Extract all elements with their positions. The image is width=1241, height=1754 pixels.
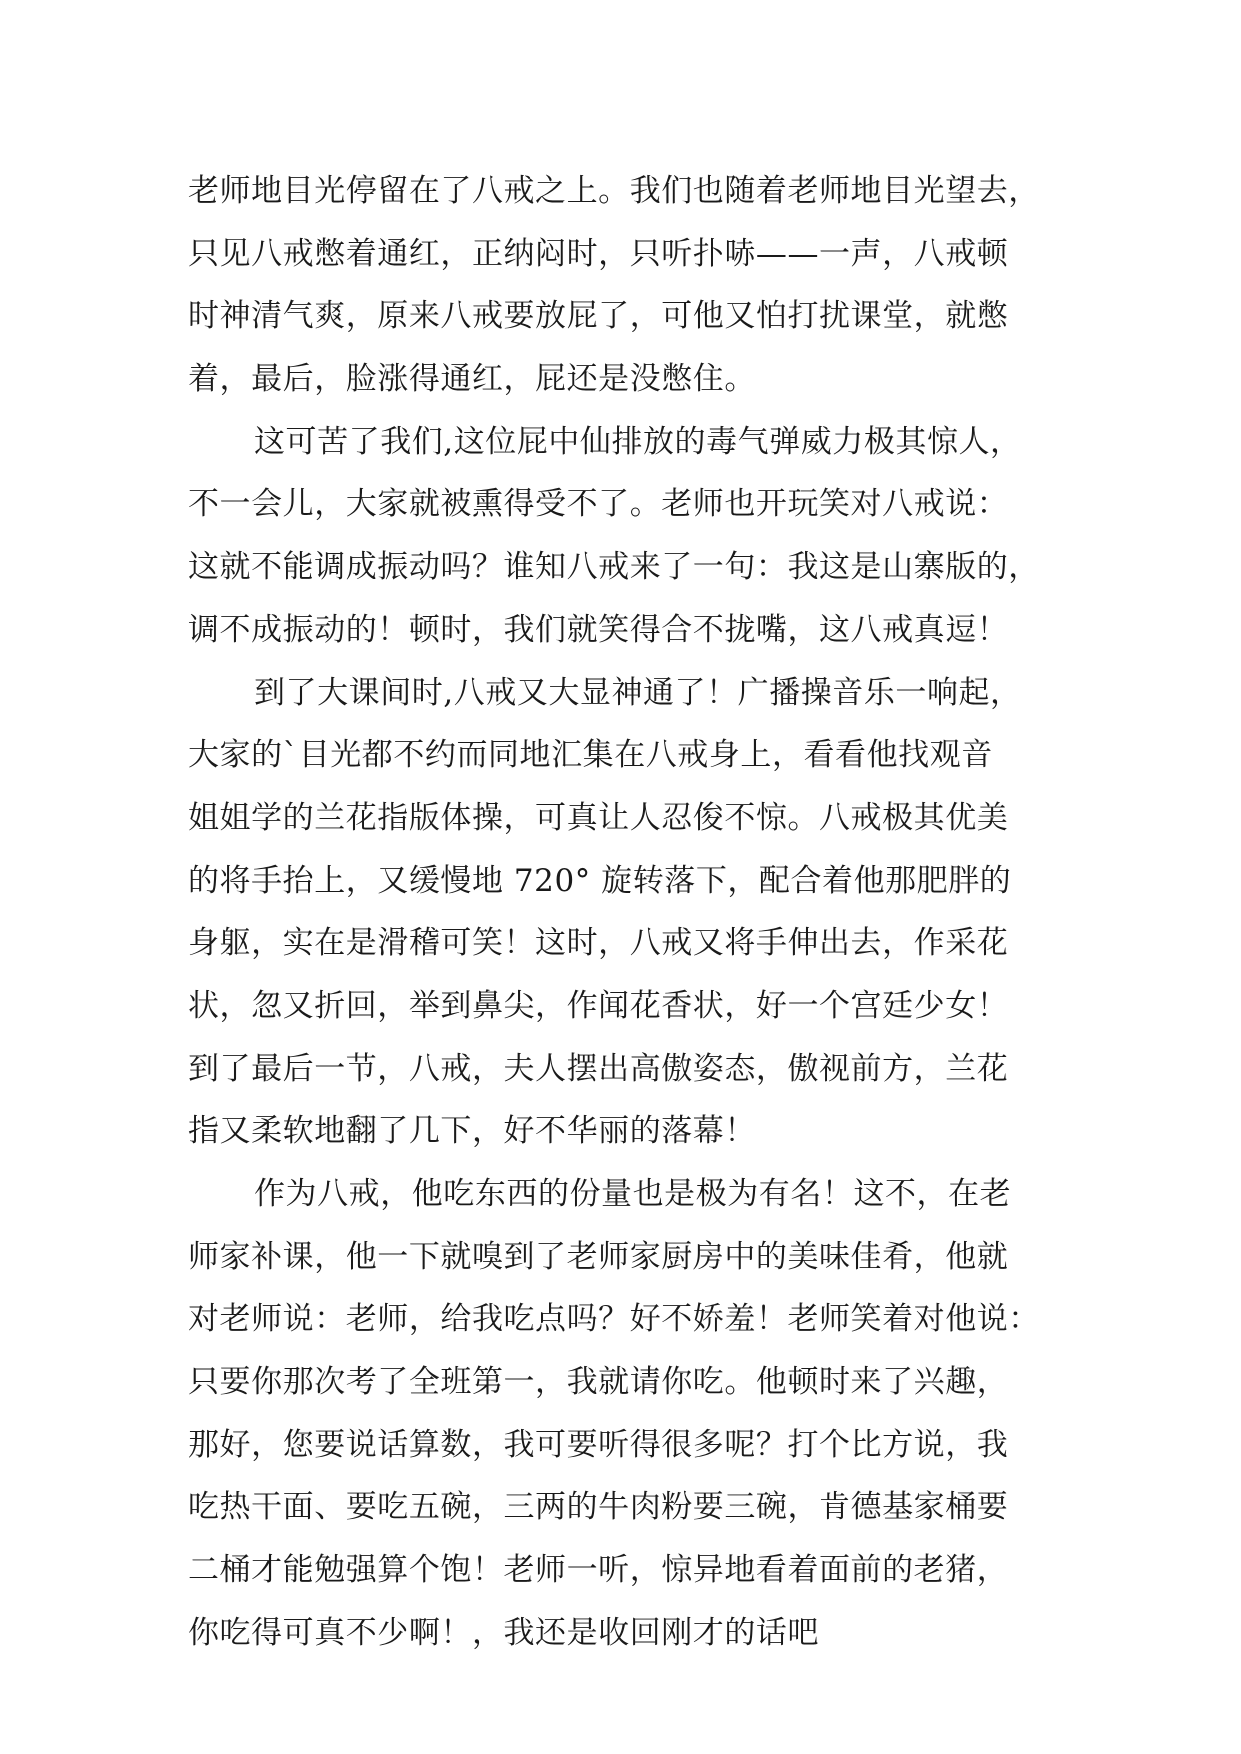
text-line: 时神清气爽，原来八戒要放屁了，可他又怕打扰课堂，就憋 — [188, 298, 1009, 335]
text-line: 只要你那次考了全班第一，我就请你吃。他顿时来了兴趣， — [188, 1364, 1009, 1401]
text-line: 老师地目光停留在了八戒之上。我们也随着老师地目光望去， — [188, 173, 1040, 209]
paragraph-first-line: 到了大课间时,八戒又大显神通了！广播操音乐一响起， — [254, 674, 1022, 711]
text-line: 二桶才能勉强算个饱！老师一听，惊异地看着面前的老猪， — [188, 1552, 1009, 1589]
text-line: 只见八戒憋着通红，正纳闷时，只听扑哧——一声，八戒顿 — [188, 235, 1009, 272]
text-line: 身躯，实在是滑稽可笑！这时，八戒又将手伸出去，作采花 — [188, 925, 1009, 962]
text-line: 着，最后，脸涨得通红，屁还是没憋住。 — [188, 361, 756, 398]
text-line: 那好，您要说话算数，我可要听得很多呢？打个比方说，我 — [188, 1426, 1009, 1463]
text-line: 姐姐学的兰花指版体操，可真让人忍俊不惊。八戒极其优美 — [188, 799, 1009, 836]
document-page — [188, 160, 1088, 1665]
text-line: 状，忽又折回，举到鼻尖，作闻花香状，好一个宫廷少女！ — [188, 987, 1009, 1024]
text-line: 师家补课，他一下就嗅到了老师家厨房中的美味佳肴，他就 — [188, 1238, 1009, 1275]
paragraph-first-line: 作为八戒，他吃东西的份量也是极为有名！这不，在老 — [254, 1176, 1012, 1212]
text-line: 不一会儿，大家就被熏得受不了。老师也开玩笑对八戒说： — [188, 486, 1009, 523]
text-line: 对老师说：老师，给我吃点吗？好不娇羞！老师笑着对他说： — [188, 1301, 1040, 1338]
text-line: 你吃得可真不少啊！，我还是收回刚才的话吧 — [188, 1614, 819, 1651]
paragraph-first-line: 这可苦了我们,这位屁中仙排放的毒气弹威力极其惊人， — [254, 423, 1022, 460]
text-line: 的将手抬上，又缓慢地 720° 旋转落下，配合着他那肥胖的 — [188, 862, 1012, 899]
text-line: 吃热干面、要吃五碗，三两的牛肉粉要三碗，肯德基家桶要 — [188, 1489, 1009, 1526]
text-line: 到了最后一节，八戒，夫人摆出高傲姿态，傲视前方，兰花 — [188, 1050, 1009, 1087]
text-line: 大家的`目光都不约而同地汇集在八戒身上，看看他找观音 — [188, 737, 993, 774]
text-line: 这就不能调成振动吗？谁知八戒来了一句：我这是山寨版的， — [188, 549, 1040, 586]
text-line: 调不成振动的！顿时，我们就笑得合不拢嘴，这八戒真逗！ — [188, 611, 1009, 648]
text-line: 指又柔软地翻了几下，好不华丽的落幕！ — [188, 1113, 756, 1150]
